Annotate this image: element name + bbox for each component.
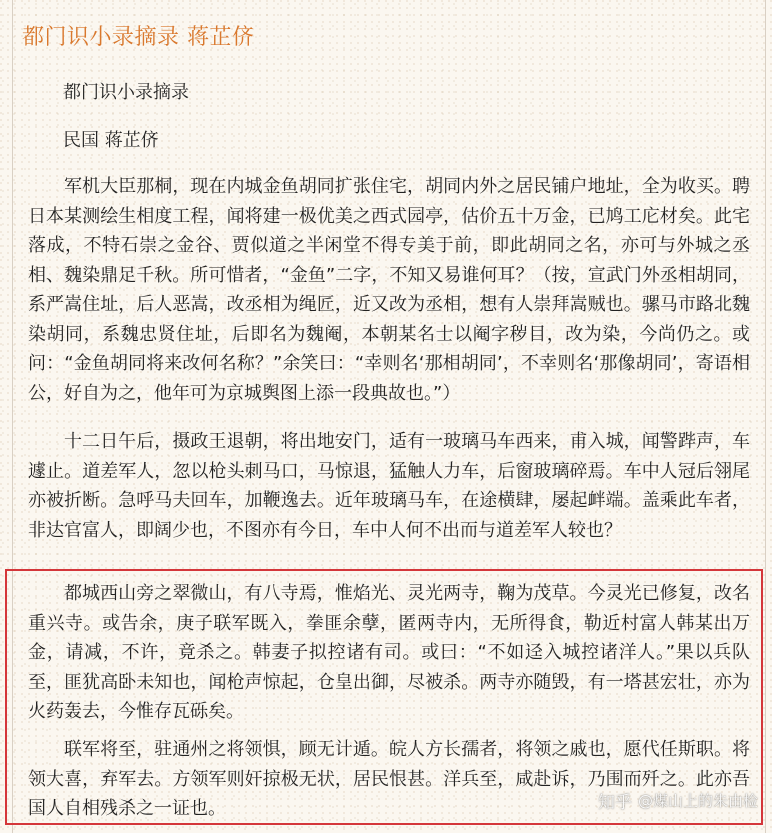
paragraph-2: 十二日午后，摄政王退朝，将出地安门，适有一玻璃马车西来，甫入城，闻警跸声，车遽止。道差军人，忽以枪头刺马口，马惊退，猛触人力车，后窗玻璃碎焉。车中人冠后翎尾亦被折断。急呼马夫回车，加鞭逸去。近年玻璃马车，在途横肆，屡起衅端。盖乘此车者，非达官富人，即阔少也，不图亦有今日，车中人何不出而与道差军人较也？	[28, 431, 750, 541]
paragraph-3: 都城西山旁之翠微山，有八寺焉，惟焰光、灵光两寺，鞠为茂草。今灵光已修复，改名重兴寺。或告余，庚子联军既入，拳匪余孽，匿两寺内，无所得食，勒近村富人韩某出万金，请减，不许，竟杀之。韩妻子拟控诸有司。或曰：“不如迳入城控诸洋人。”果以兵队至，匪犹高卧未知也，闻枪声惊起，仓皇出御，尽被杀。两寺亦随毁，有一塔甚宏壮，亦为火药轰去，今惟存瓦砾矣。	[28, 583, 750, 722]
author-line: 民国 蒋芷侪	[63, 130, 159, 151]
paragraph-4: 联军将至，驻通州之将领惧，顾无计遁。皖人方长孺者，将领之戚也，愿代任斯职。将领大喜，弃军去。方领军则奸掠极无状，居民恨甚。洋兵至，咸赴诉，乃围而歼之。此亦吾国人自相残杀之一证也。	[28, 739, 750, 819]
watermark-site: 知乎	[597, 793, 632, 813]
document-subtitle: 都门识小录摘录	[63, 82, 189, 103]
paragraph-1: 军机大臣那桐，现在内城金鱼胡同扩张住宅，胡同内外之居民铺户地址，全为收买。聘日本某测绘生相度工程，闻将建一极优美之西式园亭，估价五十万金，已鸠工庀材矣。此宅落成，不特石崇之金谷、贾似道之半闲堂不得专美于前，即此胡同之名，亦可与外城之丞相、魏染鼎足千秋。所可惜者，“金鱼”二字，不知又易谁何耳？（按，宣武门外丞相胡同，系严嵩住址，后人恶嵩，改丞相为绳匠，近又改为丞相，想有人崇拜嵩贼也。骡马市路北魏染胡同，系魏忠贤住址，后即名为魏阉，本朝某名士以阉字秽目，改为染，今尚仍之。或问：“金鱼胡同将来改何名称？”余笑曰：“幸则名‘那相胡同’，不幸则名‘那像胡同’，寄语相公，好自为之，他年可为京城舆图上添一段典故也。”）	[28, 176, 750, 404]
watermark	[598, 788, 758, 813]
watermark-author: @煤山上的朱由检	[637, 792, 758, 810]
page-title: 都门识小录摘录 蒋芷侪	[22, 25, 255, 50]
